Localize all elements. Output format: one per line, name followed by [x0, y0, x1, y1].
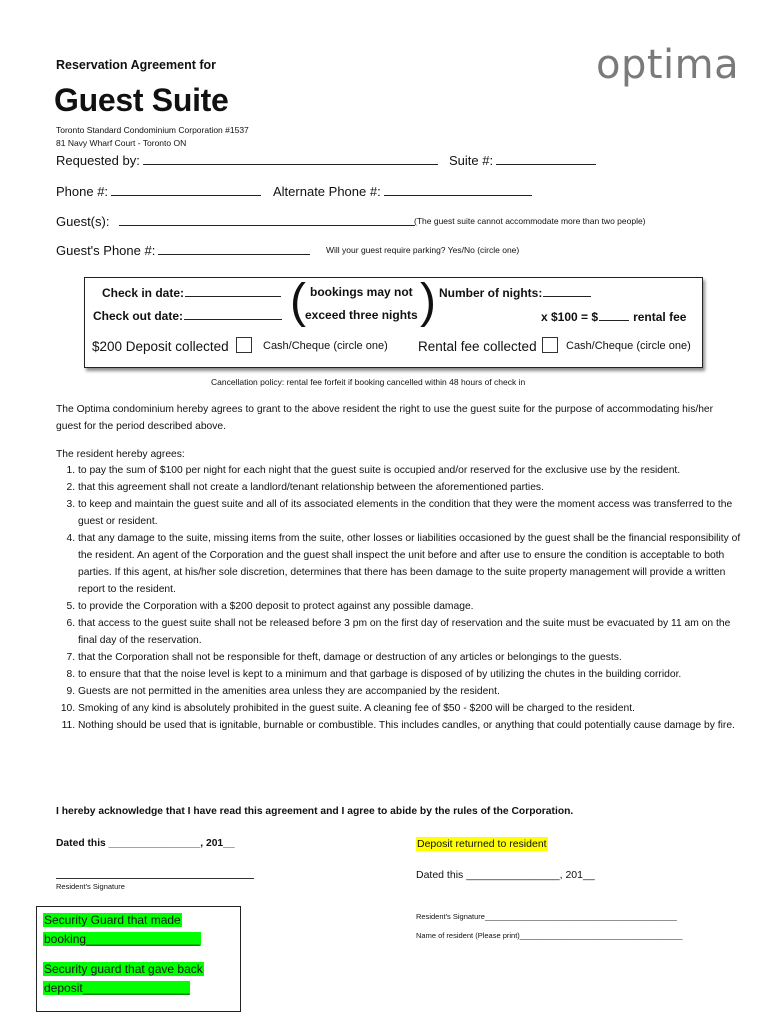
rule-item: 7. that the Corporation shall not be responsible for theft, damage or destruction of any articles or belongings to the guests.: [78, 649, 742, 666]
phone-label: Phone #:: [56, 184, 109, 199]
resident-signature-right[interactable]: Resident's Signature______________________________________________: [416, 912, 677, 921]
rule-item: 9. Guests are not permitted in the amenities area unless they are accompanied by the resident.: [78, 683, 742, 700]
suite-label: Suite #:: [449, 153, 494, 168]
page-title: Guest Suite: [54, 82, 229, 118]
resident-signature-label: Resident's Signature: [56, 882, 125, 891]
requested-by-label: Requested by:: [56, 153, 140, 168]
phone-field[interactable]: [56, 183, 261, 199]
rental-fee-line[interactable]: [599, 308, 629, 321]
rule-item: 1. to pay the sum of $100 per night for each night that the guest suite is occupied and/or reserved for the exclusive use by the resident.: [78, 462, 742, 479]
guests-field[interactable]: [56, 213, 415, 229]
cancellation-policy: Cancellation policy: rental fee forfeit if booking cancelled within 48 hours of check in: [211, 377, 526, 387]
number-of-nights-field[interactable]: [439, 284, 591, 300]
rental-fee-label: Rental fee collected: [418, 339, 537, 354]
guard-made-line-2[interactable]: booking_________________: [44, 932, 200, 946]
check-out-field[interactable]: [93, 307, 282, 323]
address-line-2: 81 Navy Wharf Court - Toronto ON: [56, 138, 187, 148]
intro-paragraph: The Optima condominium hereby agrees to grant to the above resident the right to use the guest suite for the purpose of accommodating his/her guest for the period described above.: [56, 404, 714, 432]
guest-phone-field[interactable]: [56, 242, 310, 258]
guard-returned-line-2[interactable]: deposit________________: [44, 981, 190, 995]
rule-item: 6. that access to the guest suite shall not be released before 3 pm on the first day of reservation and the suite must be evacuated by 11 am on the final day of the reservation.: [78, 615, 742, 649]
rental-fee-collected-row: [418, 337, 558, 354]
deposit-label: $200 Deposit collected: [92, 339, 229, 354]
rules-list: [56, 462, 742, 734]
guests-label: Guest(s):: [56, 214, 110, 229]
check-in-field[interactable]: [102, 284, 281, 300]
requested-by-field[interactable]: [56, 152, 438, 168]
check-out-line[interactable]: [184, 307, 282, 320]
acknowledgement: I hereby acknowledge that I have read this agreement and I agree to abide by the rules of the Corporation.: [56, 806, 574, 817]
bookings-note-line-1: bookings may not: [310, 285, 413, 299]
check-in-label: Check in date:: [102, 286, 185, 300]
rental-method: Cash/Cheque (circle one): [566, 340, 691, 352]
check-in-line[interactable]: [185, 284, 281, 297]
bookings-note-line-2: exceed three nights: [305, 308, 418, 322]
rules-heading: The resident hereby agrees:: [56, 449, 185, 460]
form-subtitle: Reservation Agreement for: [56, 58, 216, 72]
guard-made-line-1: Security Guard that made: [44, 913, 181, 927]
rule-item: 3. to keep and maintain the guest suite and all of its associated elements in the condition that they were the moment access was transferred to the guest or resident.: [78, 496, 742, 530]
close-parenthesis: ): [420, 275, 436, 328]
deposit-checkbox[interactable]: [236, 337, 252, 353]
rate-label-prefix: x $100 = $: [541, 310, 599, 324]
rule-item: 4. that any damage to the suite, missing items from the suite, other losses or liabilities occasioned by the guest shall be the financial responsibility of the resident. An agent of the Corporation and the guest shall inspect the unit before and after use to ensure the condition is acceptable to both parties. If this agent, at his/her sole discretion, determines that there has been damage to the suite property management will provide a written report to the resident.: [78, 530, 742, 598]
alternate-phone-label: Alternate Phone #:: [273, 184, 381, 199]
alternate-phone-line[interactable]: [384, 183, 532, 196]
resident-signature-line[interactable]: [56, 878, 254, 879]
suite-line[interactable]: [496, 152, 596, 165]
suite-field[interactable]: [449, 152, 596, 168]
optima-logo: optima: [596, 42, 740, 88]
deposit-collected-row: [92, 337, 252, 354]
parking-question: Will your guest require parking? Yes/No (circle one): [326, 245, 520, 255]
deposit-method: Cash/Cheque (circle one): [263, 340, 388, 352]
rental-fee-field[interactable]: [541, 308, 686, 324]
rule-item: 5. to provide the Corporation with a $200 deposit to protect against any possible damage.: [78, 598, 742, 615]
rule-item: 8. to ensure that that the noise level is kept to a minimum and that garbage is disposed of by utilizing the chutes in the building corridor.: [78, 666, 742, 683]
deposit-returned-label: Deposit returned to resident: [417, 838, 547, 850]
address-line-1: Toronto Standard Condominium Corporation #1537: [56, 125, 249, 135]
guest-phone-label: Guest's Phone #:: [56, 243, 156, 258]
check-out-label: Check out date:: [93, 309, 184, 323]
dated-this-left[interactable]: Dated this ________________, 201__: [56, 838, 235, 849]
guests-note: (The guest suite cannot accommodate more than two people): [414, 216, 646, 226]
phone-line[interactable]: [111, 183, 261, 196]
number-of-nights-label: Number of nights:: [439, 286, 543, 300]
rule-item: 2. that this agreement shall not create a landlord/tenant relationship between the aforementioned parties.: [78, 479, 742, 496]
rule-item: 11. Nothing should be used that is ignitable, burnable or combustible. This includes candles, or anything that could potentially cause damage by fire.: [78, 717, 742, 734]
open-parenthesis: (: [290, 275, 306, 328]
rate-label-suffix: rental fee: [633, 310, 687, 324]
guest-phone-line[interactable]: [158, 242, 310, 255]
guard-returned-line-1: Security guard that gave back: [44, 962, 203, 976]
rental-fee-checkbox[interactable]: [542, 337, 558, 353]
dated-this-right[interactable]: Dated this ________________, 201__: [416, 869, 595, 881]
alternate-phone-field[interactable]: [273, 183, 532, 199]
guests-line[interactable]: [119, 213, 415, 226]
rule-item: 10. Smoking of any kind is absolutely prohibited in the guest suite. A cleaning fee of $50 - $200 will be charged to the resident.: [78, 700, 742, 717]
number-of-nights-line[interactable]: [543, 284, 591, 297]
requested-by-line[interactable]: [143, 152, 438, 165]
name-of-resident[interactable]: Name of resident (Please print)_______________________________________: [416, 931, 683, 940]
